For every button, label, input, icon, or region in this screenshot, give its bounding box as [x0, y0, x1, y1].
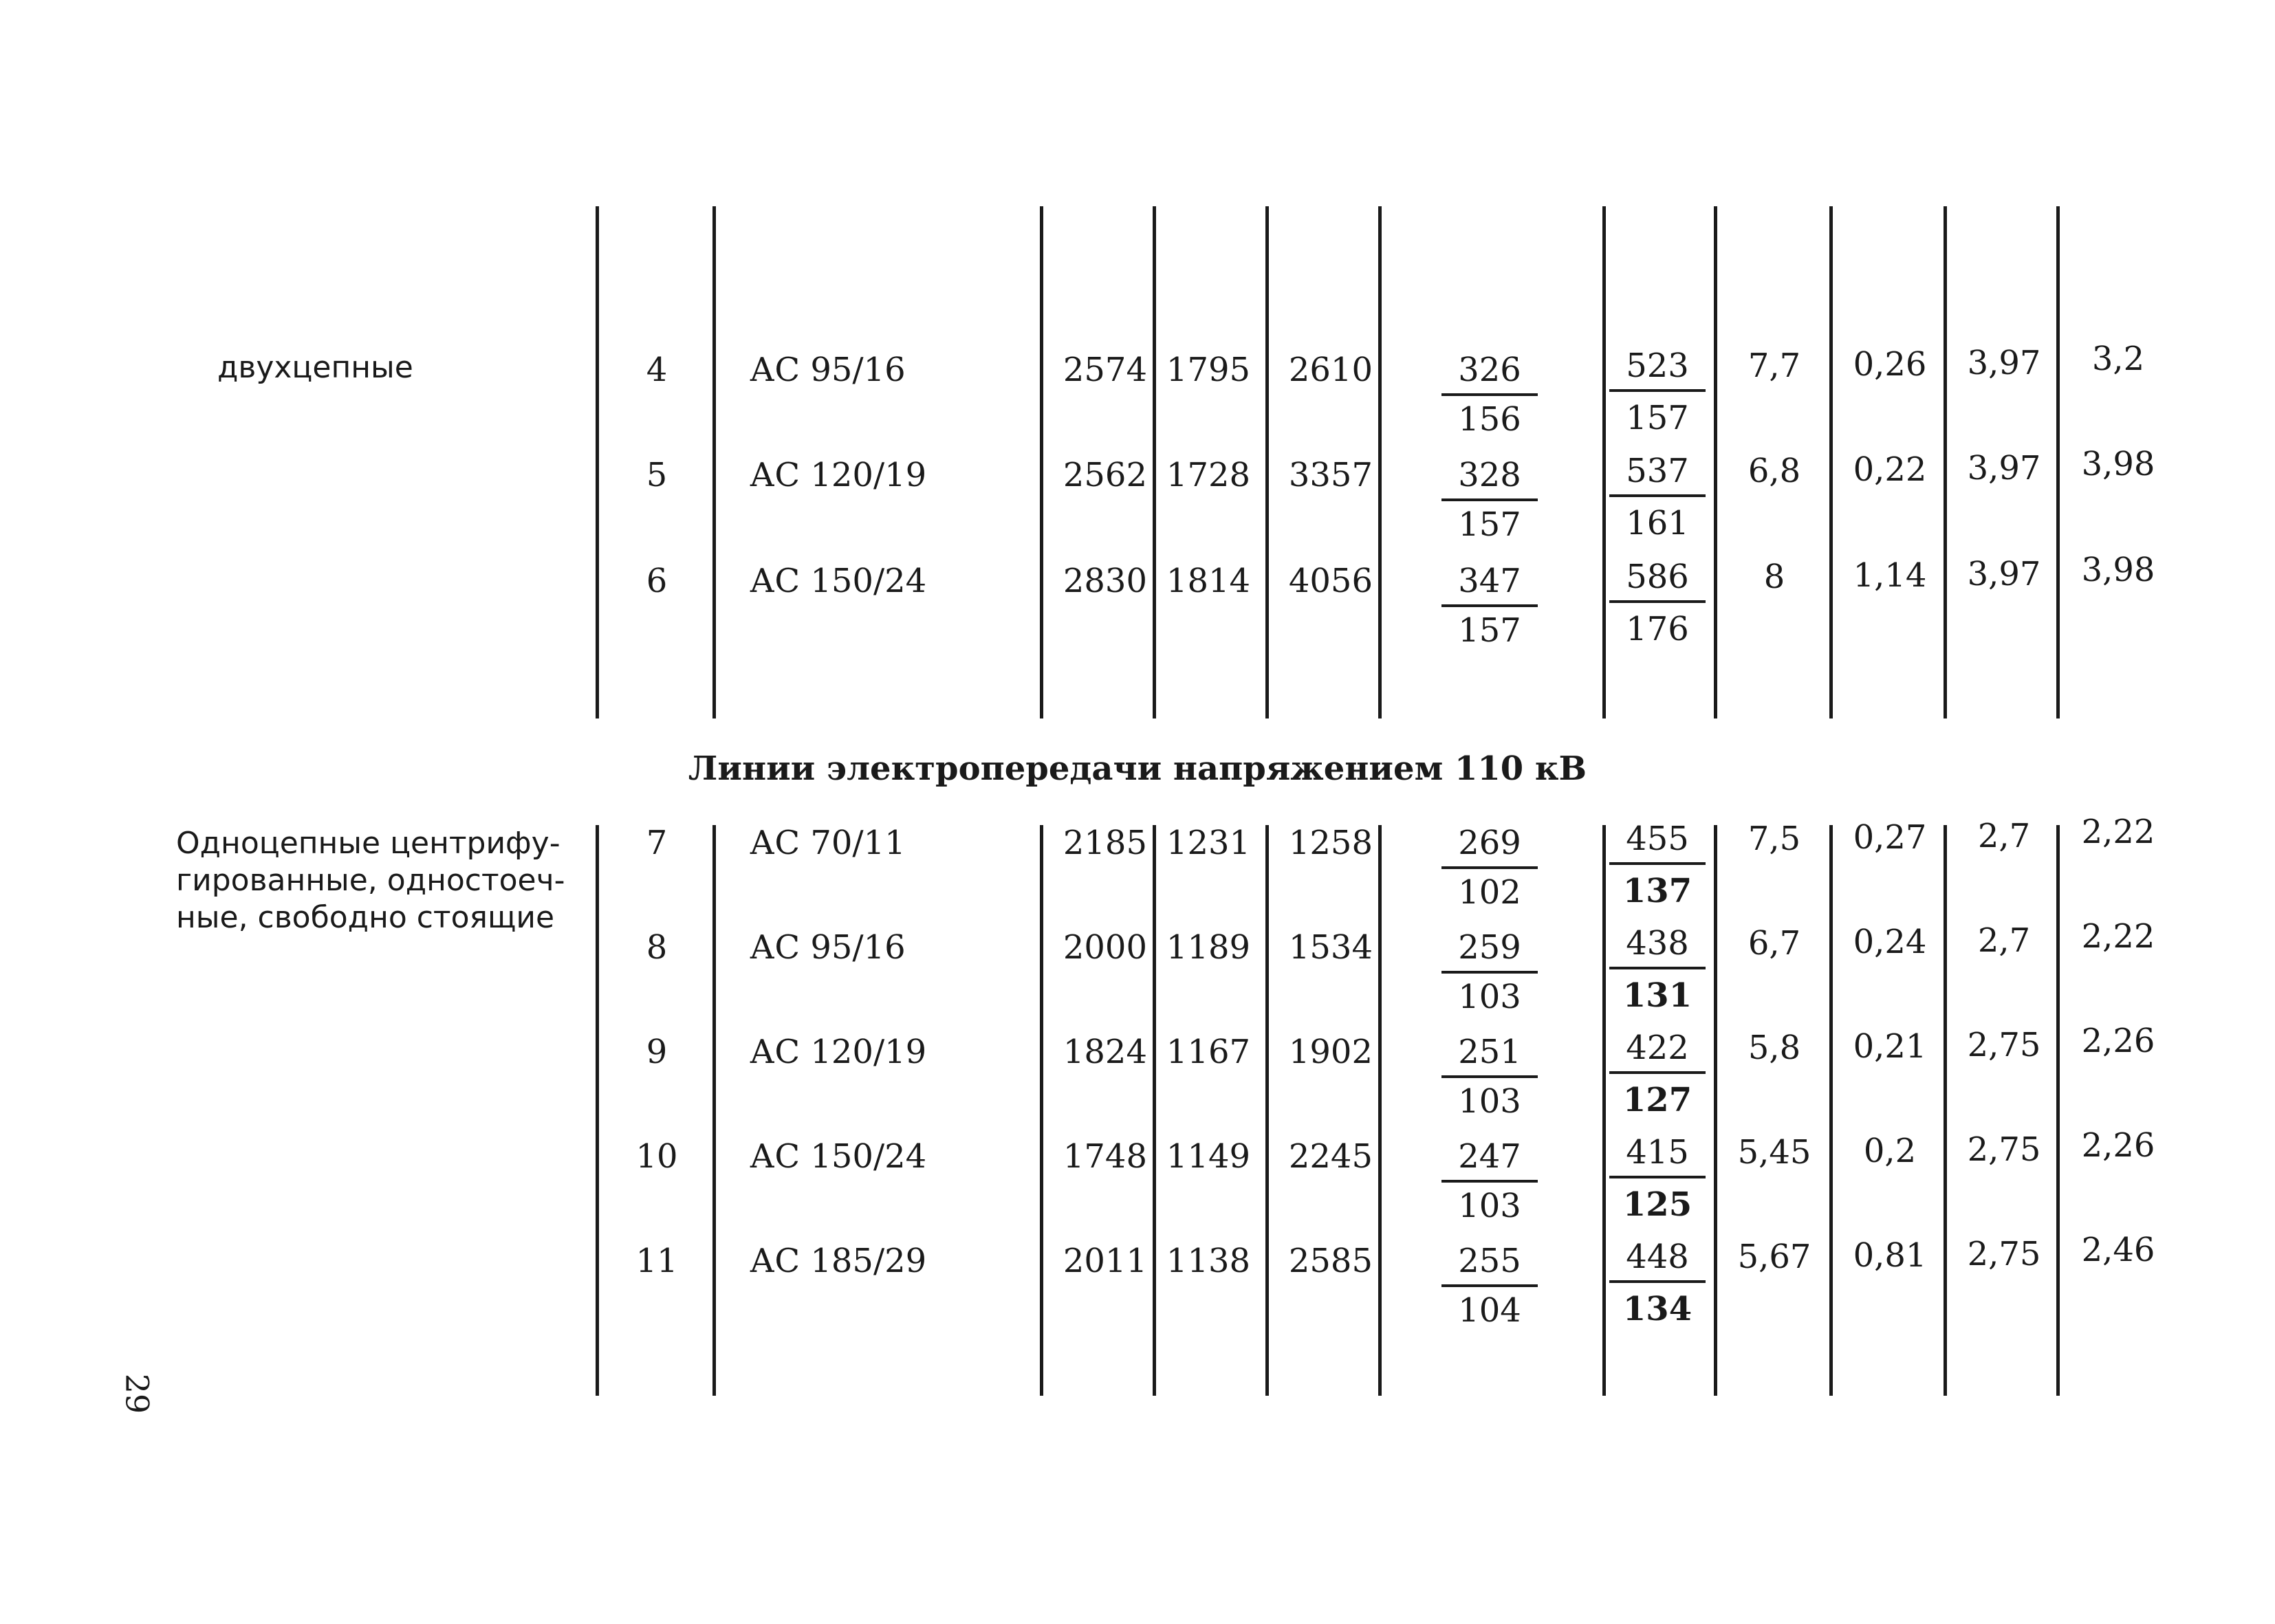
value-col-6: 8: [1763, 558, 1785, 596]
value-col-7: 0,27: [1853, 818, 1927, 857]
value-col-7: 0,24: [1853, 923, 1927, 961]
fraction-1-denominator: 103: [1458, 1082, 1521, 1121]
value-col-9: 2,26: [2081, 1022, 2155, 1060]
category-double-circuit: двухцепные: [217, 350, 413, 385]
fraction-bar: [1441, 1075, 1538, 1078]
row-number: 8: [646, 928, 668, 967]
fraction-1-denominator: 103: [1458, 978, 1521, 1016]
value-col-3: 4056: [1288, 562, 1373, 600]
fraction-2-numerator: 422: [1626, 1029, 1689, 1067]
fraction-bar: [1441, 1284, 1538, 1287]
value-col-8: 2,7: [1977, 921, 2031, 960]
value-col-7: 1,14: [1853, 556, 1927, 595]
value-col-6: 6,8: [1748, 452, 1801, 490]
column-rule: [1714, 825, 1717, 1396]
fraction-2-denominator: 131: [1622, 976, 1692, 1015]
fraction-bar: [1609, 862, 1706, 865]
value-col-1: 2011: [1063, 1242, 1147, 1280]
wire-grade: АС 150/24: [750, 562, 927, 600]
fraction-2-denominator: 125: [1622, 1185, 1692, 1224]
value-col-6: 6,7: [1748, 924, 1801, 963]
value-col-3: 1534: [1288, 928, 1373, 967]
value-col-2: 1138: [1166, 1242, 1251, 1280]
value-col-6: 5,45: [1737, 1133, 1811, 1172]
fraction-2-numerator: 455: [1626, 820, 1689, 858]
value-col-8: 3,97: [1967, 449, 2041, 487]
fraction-bar: [1441, 604, 1538, 607]
fraction-bar: [1609, 1071, 1706, 1074]
fraction-1-denominator: 102: [1458, 873, 1521, 912]
value-col-3: 1902: [1288, 1033, 1373, 1071]
value-col-2: 1189: [1166, 928, 1251, 967]
column-rule: [1602, 825, 1606, 1396]
wire-grade: АС 185/29: [750, 1242, 927, 1280]
value-col-8: 2,75: [1967, 1026, 2041, 1064]
value-col-8: 3,97: [1967, 555, 2041, 593]
fraction-2-denominator: 134: [1622, 1290, 1692, 1328]
fraction-1-denominator: 157: [1458, 611, 1521, 650]
value-col-6: 7,5: [1748, 820, 1801, 858]
value-col-1: 2574: [1063, 351, 1147, 389]
column-rule: [1714, 206, 1717, 718]
value-col-2: 1814: [1166, 562, 1251, 600]
fraction-bar: [1609, 389, 1706, 392]
fraction-2-numerator: 537: [1626, 452, 1689, 490]
fraction-2-denominator: 137: [1622, 872, 1692, 910]
column-rule: [1829, 825, 1833, 1396]
value-col-2: 1167: [1166, 1033, 1251, 1071]
value-col-7: 0,2: [1863, 1132, 1917, 1170]
fraction-1-numerator: 326: [1458, 351, 1521, 389]
value-col-1: 2830: [1063, 562, 1147, 600]
row-number: 9: [646, 1033, 668, 1071]
wire-grade: АС 120/19: [750, 1033, 927, 1071]
fraction-1-numerator: 347: [1458, 562, 1521, 600]
page-number: 29: [118, 1373, 156, 1414]
value-col-9: 3,98: [2081, 551, 2155, 589]
value-col-8: 3,97: [1967, 344, 2041, 382]
fraction-1-numerator: 247: [1458, 1137, 1521, 1176]
value-col-8: 2,75: [1967, 1235, 2041, 1273]
column-rule: [712, 206, 716, 718]
value-col-7: 0,22: [1853, 450, 1927, 489]
row-number: 5: [646, 456, 668, 494]
fraction-1-denominator: 104: [1458, 1291, 1521, 1330]
column-rule: [1265, 206, 1269, 718]
column-rule: [1944, 825, 1947, 1396]
fraction-2-denominator: 127: [1622, 1081, 1692, 1119]
value-col-1: 1748: [1063, 1137, 1147, 1176]
row-number: 6: [646, 562, 668, 600]
wire-grade: АС 70/11: [750, 824, 906, 862]
column-rule: [1378, 825, 1382, 1396]
value-col-1: 2000: [1063, 928, 1147, 967]
value-col-2: 1149: [1166, 1137, 1251, 1176]
fraction-1-numerator: 269: [1458, 824, 1521, 862]
value-col-9: 2,22: [2081, 813, 2155, 851]
category-single-circuit: Одноцепные центрифу- гированные, одностоеч- ные, свободно стоящие: [176, 826, 565, 935]
fraction-1-denominator: 156: [1458, 400, 1521, 439]
fraction-2-numerator: 448: [1626, 1238, 1689, 1276]
column-rule: [1829, 206, 1833, 718]
value-col-9: 3,2: [2091, 340, 2145, 378]
value-col-1: 2185: [1063, 824, 1147, 862]
wire-grade: АС 150/24: [750, 1137, 927, 1176]
fraction-1-denominator: 103: [1458, 1187, 1521, 1225]
fraction-1-numerator: 328: [1458, 456, 1521, 494]
fraction-2-numerator: 438: [1626, 924, 1689, 963]
value-col-1: 1824: [1063, 1033, 1147, 1071]
fraction-bar: [1609, 600, 1706, 603]
fraction-bar: [1441, 498, 1538, 501]
section-title-110kv: Линии электропередачи напряжением 110 кВ: [688, 749, 1587, 788]
value-col-3: 2585: [1288, 1242, 1373, 1280]
fraction-bar: [1441, 393, 1538, 396]
column-rule: [1265, 825, 1269, 1396]
row-number: 10: [635, 1137, 678, 1176]
fraction-1-denominator: 157: [1458, 505, 1521, 544]
value-col-3: 2610: [1288, 351, 1373, 389]
value-col-9: 2,46: [2081, 1231, 2155, 1269]
value-col-8: 2,75: [1967, 1130, 2041, 1169]
value-col-9: 3,98: [2081, 445, 2155, 483]
column-rule: [1040, 825, 1043, 1396]
column-rule: [712, 825, 716, 1396]
value-col-7: 0,21: [1853, 1027, 1927, 1066]
fraction-bar: [1609, 1280, 1706, 1283]
fraction-2-denominator: 161: [1626, 504, 1689, 542]
wire-grade: АС 95/16: [750, 351, 906, 389]
value-col-9: 2,22: [2081, 917, 2155, 956]
column-rule: [1153, 825, 1156, 1396]
row-number: 11: [635, 1242, 678, 1280]
fraction-bar: [1609, 1176, 1706, 1178]
value-col-7: 0,26: [1853, 345, 1927, 384]
value-col-2: 1728: [1166, 456, 1251, 494]
column-rule: [1153, 206, 1156, 718]
value-col-7: 0,81: [1853, 1236, 1927, 1275]
fraction-1-numerator: 251: [1458, 1033, 1521, 1071]
value-col-8: 2,7: [1977, 817, 2031, 855]
fraction-bar: [1609, 494, 1706, 497]
fraction-2-denominator: 157: [1626, 399, 1689, 437]
column-rule: [1602, 206, 1606, 718]
value-col-6: 7,7: [1748, 347, 1801, 385]
row-number: 7: [646, 824, 668, 862]
fraction-2-numerator: 586: [1626, 558, 1689, 596]
value-col-1: 2562: [1063, 456, 1147, 494]
fraction-2-numerator: 415: [1626, 1133, 1689, 1172]
fraction-bar: [1441, 1180, 1538, 1183]
value-col-3: 2245: [1288, 1137, 1373, 1176]
value-col-9: 2,26: [2081, 1126, 2155, 1165]
column-rule: [596, 825, 599, 1396]
column-rule: [1378, 206, 1382, 718]
fraction-bar: [1441, 971, 1538, 974]
value-col-6: 5,67: [1737, 1238, 1811, 1276]
fraction-bar: [1441, 866, 1538, 869]
value-col-2: 1795: [1166, 351, 1251, 389]
column-rule: [596, 206, 599, 718]
value-col-3: 3357: [1288, 456, 1373, 494]
value-col-3: 1258: [1288, 824, 1373, 862]
fraction-bar: [1609, 967, 1706, 969]
column-rule: [1040, 206, 1043, 718]
wire-grade: АС 120/19: [750, 456, 927, 494]
value-col-2: 1231: [1166, 824, 1251, 862]
row-number: 4: [646, 351, 668, 389]
fraction-1-numerator: 259: [1458, 928, 1521, 967]
column-rule: [2056, 825, 2060, 1396]
value-col-6: 5,8: [1748, 1029, 1801, 1067]
wire-grade: АС 95/16: [750, 928, 906, 967]
fraction-2-numerator: 523: [1626, 347, 1689, 385]
fraction-2-denominator: 176: [1626, 610, 1689, 648]
fraction-1-numerator: 255: [1458, 1242, 1521, 1280]
